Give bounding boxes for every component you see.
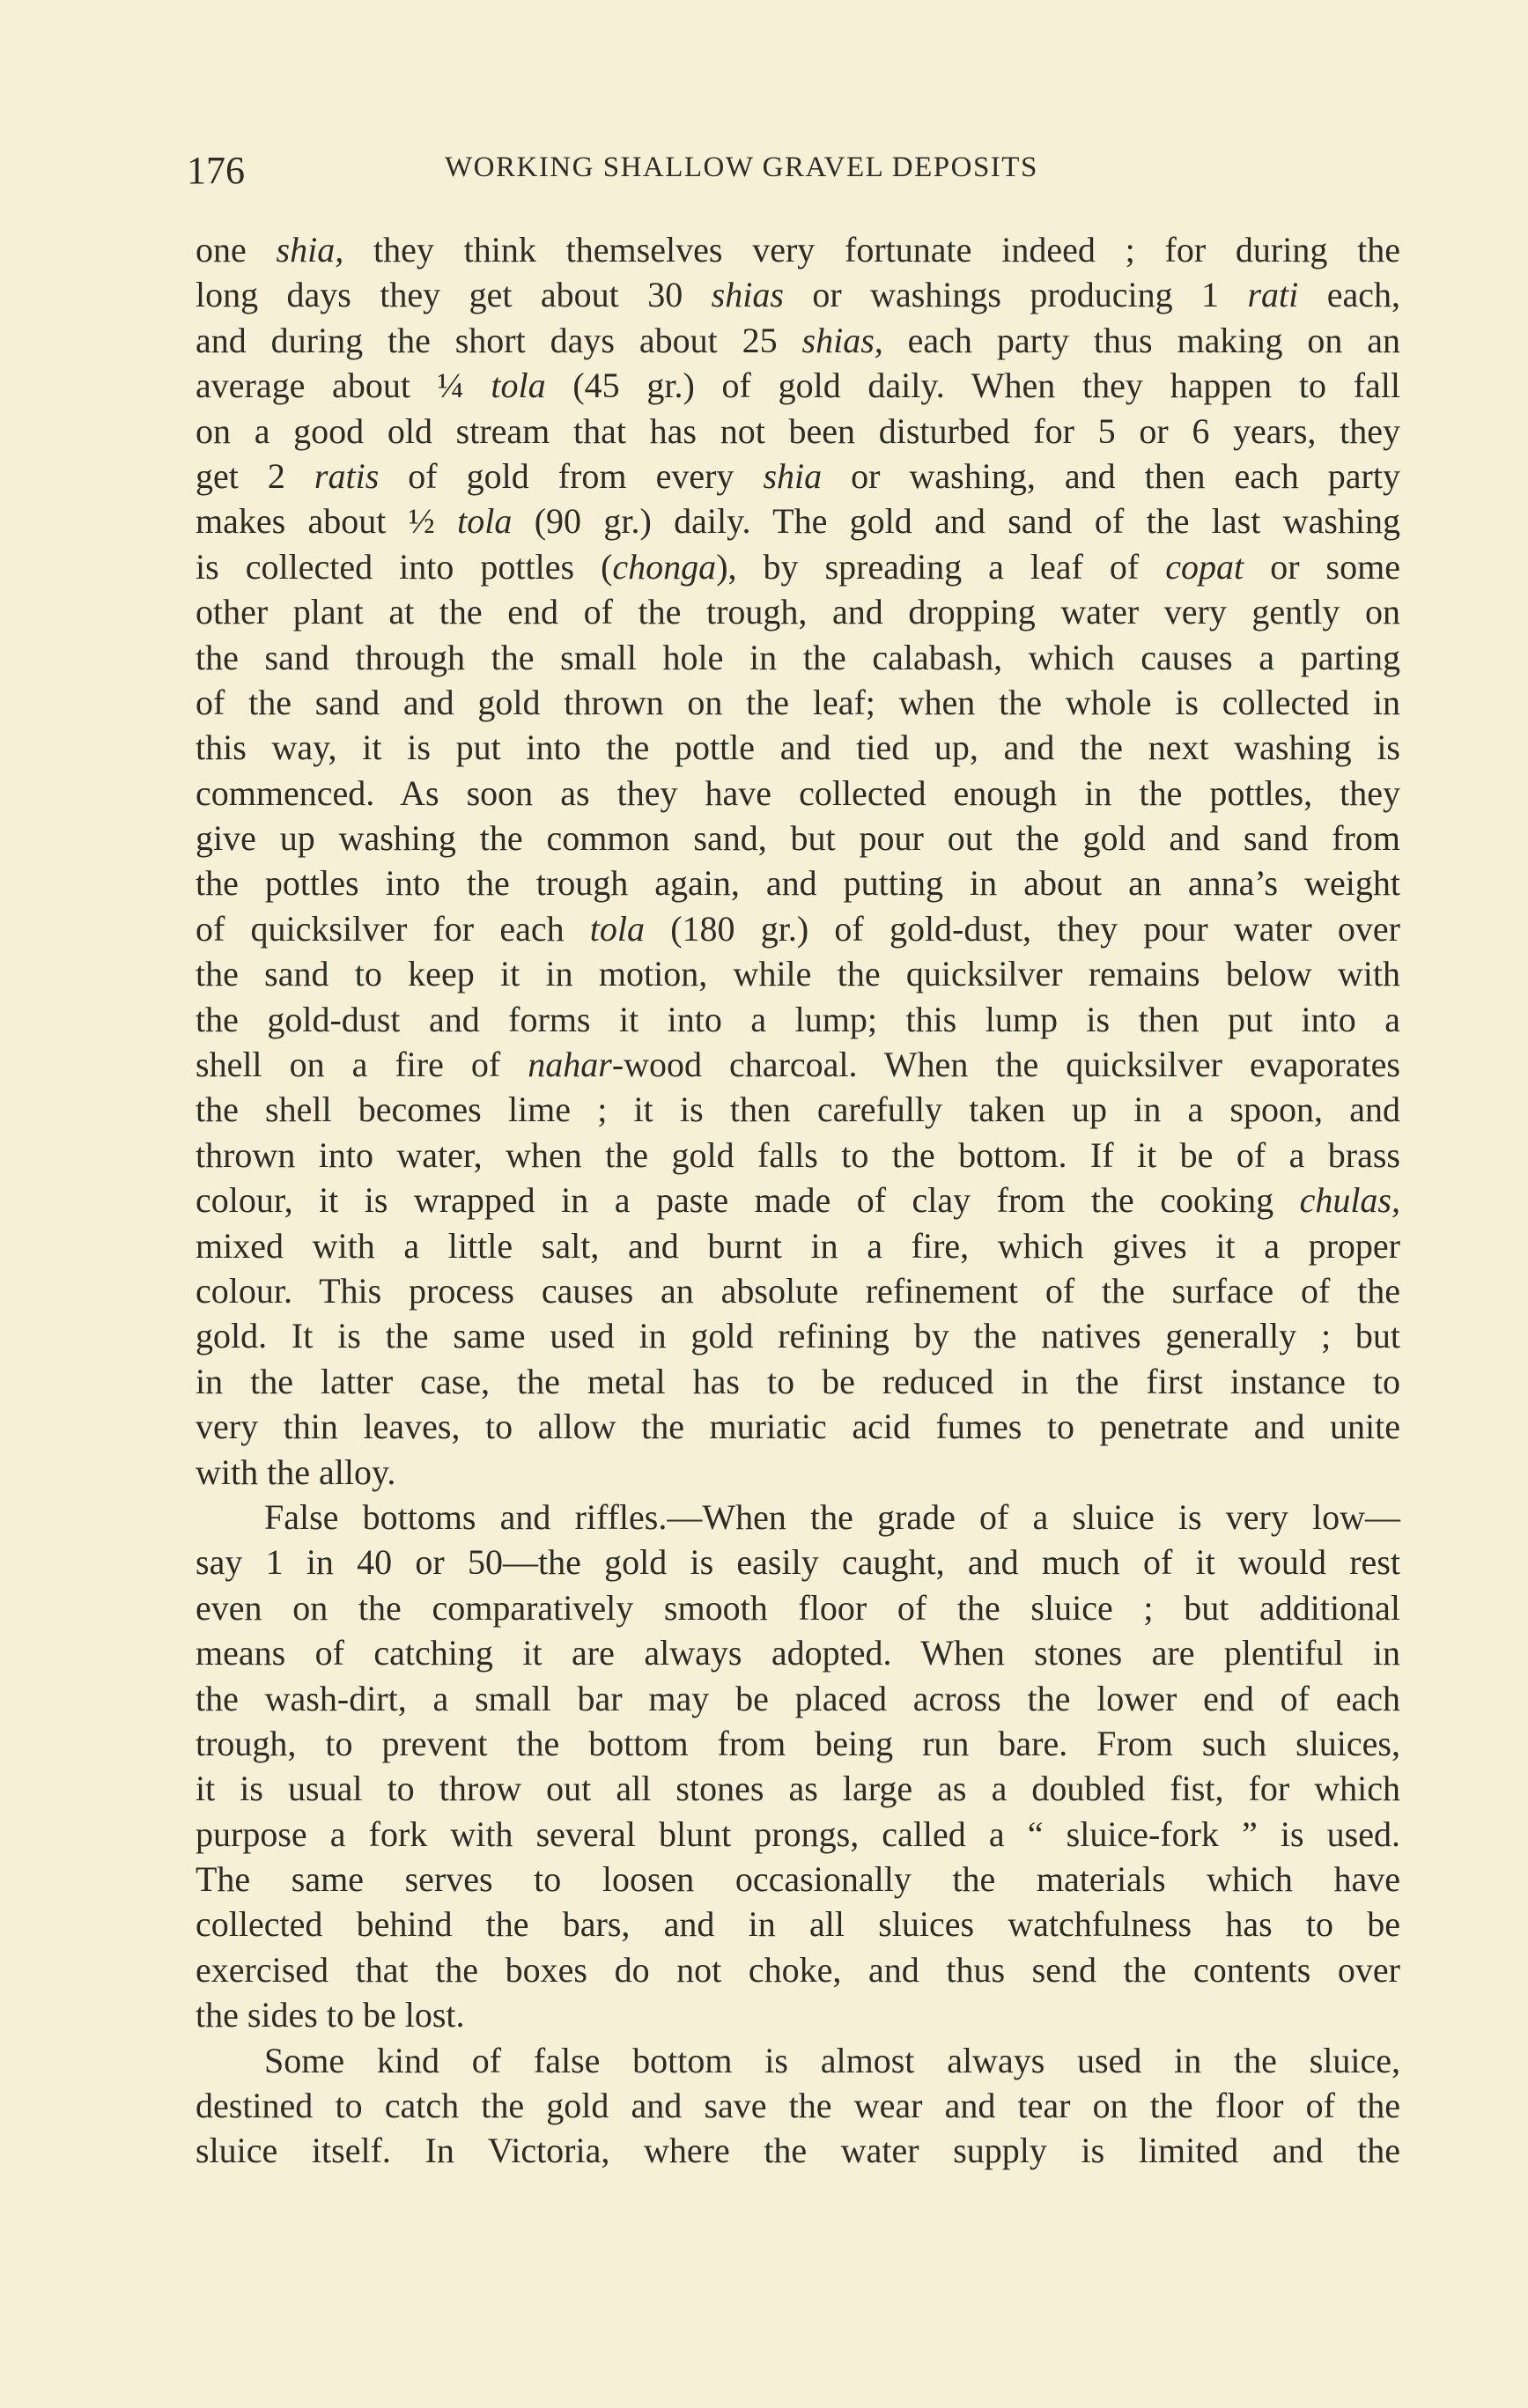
text-line [196, 1540, 1400, 1584]
text-line [196, 1223, 1400, 1268]
text-line [196, 1404, 1400, 1449]
text-run: makes about ½ [196, 501, 458, 542]
text-line [196, 1812, 1400, 1857]
text-line [196, 363, 1400, 408]
text-run: give up washing the common sand, but pour out the gold and sand from [196, 818, 1400, 859]
text-run: it is usual to throw out all stones as large as a doubled fist, for which [196, 1769, 1400, 1809]
text-run: other plant at the end of the trough, and dropping water very gently on [196, 592, 1400, 632]
text-run: in the latter case, the metal has to be reduced in the first instance to [196, 1361, 1400, 1401]
text-run: (45 gr.) of gold daily. When they happen to fall [545, 366, 1400, 406]
text-line [196, 1585, 1400, 1630]
text-run: The same serves to loosen occasionally the materials which have [196, 1859, 1400, 1900]
text-line [196, 1450, 1400, 1495]
italic-term: tola [589, 908, 646, 949]
text-run: and during the short days about 25 [196, 320, 802, 360]
text-run: sluice itself. In Victoria, where the water supply is limited and the [196, 2131, 1400, 2171]
text-line [196, 2128, 1400, 2173]
text-run: ), by spreading a leaf of [716, 546, 1166, 587]
text-run: or some [1244, 546, 1400, 587]
italic-term: shia [763, 455, 823, 496]
text-run: gold. It is the same used in gold refining by the natives generally ; but [196, 1316, 1400, 1356]
text-line [196, 318, 1400, 363]
text-run: of gold from every [379, 455, 764, 496]
text-line [196, 1087, 1400, 1132]
text-run: colour. This process causes an absolute refinement of the surface of the [196, 1270, 1400, 1311]
text-line [196, 2083, 1400, 2128]
italic-term: tola [491, 366, 546, 406]
text-line [196, 409, 1400, 454]
text-line [196, 1766, 1400, 1811]
text-line [196, 1857, 1400, 1902]
text-run: the sides to be lost. [196, 1995, 465, 2035]
text-line [196, 1268, 1400, 1313]
text-run: each party thus making on an [882, 320, 1400, 360]
text-line [196, 1992, 1400, 2037]
text-line [196, 997, 1400, 1042]
text-run: the pottles into the trough again, and putting in about an anna’s weight [196, 863, 1400, 904]
text-run: get 2 [196, 455, 314, 496]
text-run: very thin leaves, to allow the muriatic acid fumes to penetrate and unite [196, 1407, 1400, 1447]
italic-term: chulas, [1299, 1180, 1400, 1221]
text-run: they think themselves very fortunate indeed ; for during the [343, 230, 1400, 270]
italic-term: shias, [801, 320, 883, 360]
text-run: -wood charcoal. When the quicksilver evaporates [611, 1045, 1400, 1085]
text-line [196, 816, 1400, 861]
text-line [196, 1676, 1400, 1721]
text-line [196, 906, 1400, 951]
text-line [196, 635, 1400, 680]
text-run: average about ¼ [196, 366, 491, 406]
text-line [196, 1042, 1400, 1087]
text-run: exercised that the boxes do not choke, and thus send the contents over [196, 1949, 1400, 1990]
text-run: means of catching it are always adopted. When stones are plentiful in [196, 1633, 1400, 1673]
text-line [196, 1902, 1400, 1946]
text-run: of quicksilver for each [196, 908, 590, 949]
text-line [196, 1178, 1400, 1222]
italic-term: copat [1165, 546, 1244, 587]
italic-term: shias [711, 275, 784, 315]
text-run: commenced. As soon as they have collected enough in the pottles, they [196, 772, 1400, 813]
italic-term: rati [1247, 275, 1299, 315]
text-run: or washing, and then each party [822, 455, 1400, 496]
text-run: with the alloy. [196, 1451, 396, 1492]
text-run: the shell becomes lime ; it is then carefully taken up in a spoon, and [196, 1090, 1400, 1130]
text-run: this way, it is put into the pottle and tied up, and the next washing is [196, 728, 1400, 768]
text-run: Some kind of false bottom is almost always used in the sluice, [264, 2040, 1400, 2080]
text-run: trough, to prevent the bottom from being run bare. From such sluices, [196, 1723, 1400, 1763]
body-text [196, 227, 1400, 2174]
text-line [196, 272, 1400, 317]
page-number: 176 [187, 149, 245, 192]
text-line [196, 227, 1400, 272]
text-run: (90 gr.) daily. The gold and sand of the last washing [512, 501, 1401, 542]
text-run: (180 gr.) of gold-dust, they pour water over [645, 908, 1400, 949]
text-run: the wash-dirt, a small bar may be placed across the lower end of each [196, 1678, 1400, 1718]
text-line [196, 725, 1400, 770]
text-run: colour, it is wrapped in a paste made of clay from the cooking [196, 1180, 1300, 1221]
text-line [196, 1313, 1400, 1358]
text-run: the sand to keep it in motion, while the quicksilver remains below with [196, 954, 1400, 994]
text-line [196, 2038, 1400, 2083]
text-run: shell on a fire of [196, 1045, 528, 1085]
text-run: each, [1298, 275, 1400, 315]
text-line [196, 544, 1400, 589]
italic-term: chonga [612, 546, 717, 587]
text-line [196, 771, 1400, 816]
text-line [196, 1721, 1400, 1766]
text-line [196, 1947, 1400, 1992]
text-run: the gold-dust and forms it into a lump; this lump is then put into a [196, 999, 1400, 1039]
text-run: mixed with a little salt, and burnt in a fire, which gives it a proper [196, 1225, 1400, 1266]
text-run: on a good old stream that has not been disturbed for 5 or 6 years, they [196, 410, 1400, 451]
text-run: collected behind the bars, and in all sluices watchfulness has to be [196, 1904, 1400, 1945]
text-run: thrown into water, when the gold falls to the bottom. If it be of a brass [196, 1134, 1400, 1175]
italic-term: ratis [314, 455, 380, 496]
italic-term: nahar [528, 1045, 612, 1085]
text-line [196, 1359, 1400, 1404]
text-run: purpose a fork with several blunt prongs, called a “ sluice-fork ” is used. [196, 1813, 1400, 1854]
text-line [196, 1630, 1400, 1675]
text-line [196, 499, 1400, 543]
text-run: or washings producing 1 [783, 275, 1248, 315]
text-line [196, 1495, 1400, 1540]
text-run: long days they get about 30 [196, 275, 712, 315]
text-run: even on the comparatively smooth floor of the sluice ; but additional [196, 1587, 1400, 1628]
italic-term: shia, [276, 230, 344, 270]
running-title: WORKING SHALLOW GRAVEL DEPOSITS [445, 151, 1038, 183]
text-run: one [196, 230, 277, 270]
text-run: is collected into pottles ( [196, 546, 613, 587]
text-line [196, 951, 1400, 996]
text-run: destined to catch the gold and save the wear and tear on the floor of the [196, 2086, 1400, 2126]
text-run: say 1 in 40 or 50—the gold is easily caught, and much of it would rest [196, 1542, 1400, 1583]
text-line [196, 680, 1400, 725]
text-line [196, 861, 1400, 905]
text-line [196, 1133, 1400, 1178]
text-run: of the sand and gold thrown on the leaf; when the whole is collected in [196, 682, 1400, 722]
text-line [196, 454, 1400, 499]
italic-term: tola [457, 501, 513, 542]
text-run: False bottoms and riffles.—When the grade of a sluice is very low— [264, 1496, 1400, 1537]
text-line [196, 589, 1400, 634]
text-run: the sand through the small hole in the calabash, which causes a parting [196, 637, 1400, 677]
